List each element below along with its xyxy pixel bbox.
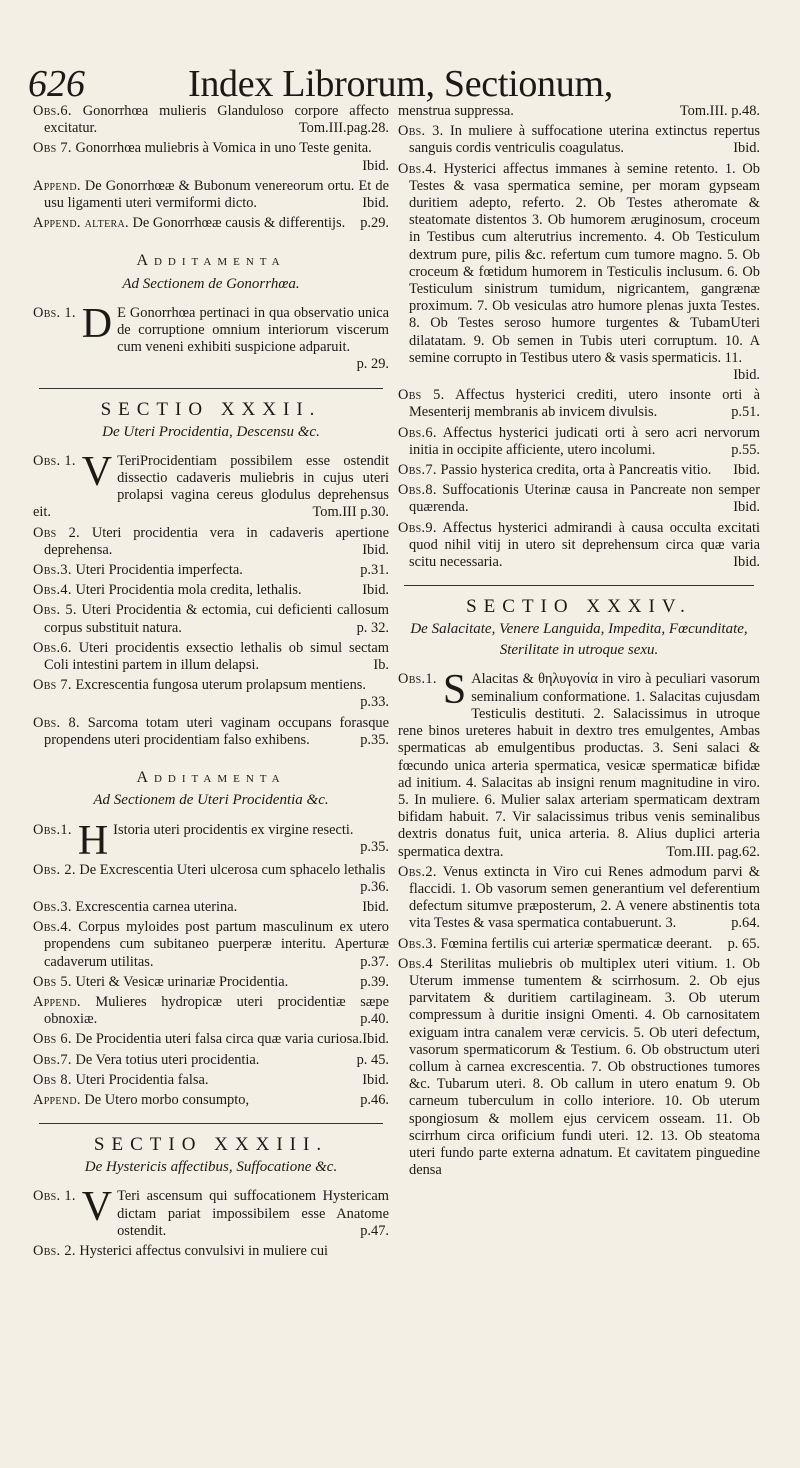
index-entry: Obs 2. Uteri procidentia vera in cadaveris apertione deprehensa. Ibid.	[33, 524, 389, 558]
index-entry: Obs. 8. Sarcoma totam uteri vaginam occupans forasque propendens uteri procidentiam falso exhibens. p.35.	[33, 714, 389, 748]
section-subheading: De Salacitate, Venere Languida, Impedita, Fœcunditate, Sterilitate in utroque sexu.	[410, 621, 748, 659]
section-divider	[404, 585, 754, 586]
index-entry: Obs. 1. V Teri ascensum qui suffocationem Hystericam dictam pariat impossibilem esse Anatome ostendit. p.47.	[33, 1184, 389, 1239]
index-entry: Obs.6. Uteri procidentis exsectio lethalis ob simul sectam Coli intestini partem in illum delapsi. Ib.	[33, 639, 389, 674]
index-entry: Obs. 5. Uteri Procidentia & ectomia, cui deficienti callosum corpus substituit natura. p. 32.	[33, 602, 389, 636]
drop-capital: D	[81, 300, 113, 347]
drop-capital: H	[77, 817, 109, 864]
index-entry: Obs. 2. De Excrescentia Uteri ulcerosa cum sphacelo lethalis p.36.	[33, 861, 389, 895]
section-subheading: De Hystericis affectibus, Suffocatione &c.	[84, 1159, 338, 1176]
additamenta-subheading: Ad Sectionem de Uteri Procidentia &c.	[93, 792, 329, 809]
section-heading: SECTIO XXXIV.	[466, 596, 692, 618]
index-entry: Obs 6. De Procidentia uteri falsa circa quæ varia curiosa. Ibid.	[33, 1031, 389, 1048]
additamenta-heading: Additamenta	[136, 769, 286, 787]
drop-capital: V	[81, 1184, 113, 1231]
additamenta-heading: Additamenta	[136, 252, 286, 270]
index-entry: Obs.4. Hysterici affectus immanes à semine retento. 1. Ob Testes & vasa spermatica semine, per moram gypseam duritiem adepto, referto. 2. Ob Testes atheromate & steatomate distentos 3. Ob humorem æruginosum, croceum in Testibus cum alterutrius incremento. 4. Ob Testiculum dextrum pure, pilis &c. refertum cum tumore magno. 5. Ob croceum & fœtidum humorem in Testiculis inclusum. 6. Ob Testiculum sinistrum tumidum, nigricantem, gangrænæ proximum. 7. Ob vesiculas atro humore plenas juxta Testes. 8. Ob Testes seroso humore turgentes & TubamUteri dilatatam. 9. Ob semen in Tubis uteri corruptum. 10. A semine corrupto in Testibus utero & vasis spermaticis. 11. Ibid.	[398, 160, 760, 384]
index-entry: Obs.2. Venus extincta in Viro cui Renes admodum parvi & flaccidi. 1. Ob vasorum semen generantium vel deferentium defectum situmve præposterum, 2. A venere abstinentis tota vita Testes & vasa spermatica contabuerunt. 3. p.64.	[398, 863, 760, 932]
index-entry: Obs. 1. V TeriProcidentiam possibilem esse ostendit dissectio cadaveris muliebris in cujus uteri prolapsi vagina cereus glodulus deprehensus eit. Tom.III p.30.	[33, 448, 389, 521]
section-divider	[39, 1123, 383, 1124]
index-entry: Obs.7. De Vera totius uteri procidentia. p. 45.	[33, 1051, 389, 1068]
index-entry: Obs.6. Gonorrhœa mulieris Glanduloso corpore affecto excitatur. Tom.III.pag.28.	[33, 103, 389, 137]
running-title: Index Librorum, Sectionum,	[188, 63, 613, 105]
index-entry: Obs.3. Fœmina fertilis cui arteriæ spermaticæ deerant. p. 65.	[398, 935, 760, 952]
index-entry: Obs. 3. In muliere à suffocatione uterina extinctus repertus sanguis cordis ventriculis coagulatus. Ibid.	[398, 123, 760, 157]
index-entry: Obs. 2. Hysterici affectus convulsivi in muliere cui	[33, 1242, 329, 1259]
section-divider	[39, 388, 383, 389]
index-entry: Obs.8. Suffocationis Uterinæ causa in Pancreate non semper quærenda. Ibid.	[398, 482, 760, 516]
index-entry: Obs 8. Uteri Procidentia falsa. Ibid.	[33, 1071, 389, 1088]
index-entry: Obs.6. Affectus hysterici judicati orti à sero acri nervorum initia in occipite afficiente, utero incolumi. p.55.	[398, 424, 760, 458]
section-subheading: De Uteri Procidentia, Descensu &c.	[102, 423, 320, 440]
index-entry: Obs 5. Uteri & Vesicæ urinariæ Procidentia. p.39.	[33, 973, 389, 990]
page-number: 626	[28, 63, 85, 105]
index-entry: Obs.4. Uteri Procidentia mola credita, lethalis. Ibid.	[33, 582, 389, 599]
index-entry: Obs.4. Corpus myloides post partum masculinum ex utero propendens cum subitaneo puerperæ interitu. Aperturæ cadaverum utilitas. p.37.	[33, 919, 389, 970]
index-entry: Obs.1. S Alacitas & θηλυγονία in viro à peculiari vasorum seminalium conformatione. 1. Salacitas cujusdam Testiculis destituti. 2. Salacissimus in utroque rene binos ureteres habuit in dextro tres emulgentes, Ambas spermaticas ab emulgentibus productas. 3. Seni salaci & fœcundo unica arteria spermatica, vesicæ spermaticæ bifidæ ad initium. 4. Salacitas ab insigni renum magnitudine in viro. 5. In muliere. 6. Mulier salax arteriam spermaticam dextram bifidam habuit. 7. Vir salacissimus tribus venis seminalibus dextris donatus fuit, unica arteria. 8. Alius duplici arteria spermatica dextra. Tom.III. pag.62.	[398, 667, 760, 860]
section-heading: SECTIO XXXIII.	[93, 1134, 329, 1156]
index-entry: Obs. 1. D E Gonorrhœa pertinaci in qua observatio unica de corruptione omnium interiorum viscerum cum veneni exhibiti suspicione adparuit. p. 29.	[33, 300, 389, 373]
index-entry: Append. De Gonorrhœæ & Bubonum venereorum ortu. Et de usu ligamenti uteri vermiformi dicto. Ibid.	[33, 177, 389, 212]
index-entry: Append. altera. De Gonorrhœæ causis & differentijs. p.29.	[33, 215, 389, 232]
left-column	[33, 103, 389, 1263]
index-entry: Append. Mulieres hydropicæ uteri procidentiæ sæpe obnoxiæ. p.40.	[33, 993, 389, 1028]
index-entry: Obs.4 Sterilitas muliebris ob multiplex uteri vitium. 1. Ob Uterum immense tumentem & scirrhosum. 2. Ob ejus parvitatem & duritiem cartilagineam. 3. Ob uterum compressum à duritie insigni Omenti. 4. Ob carnositatem exiguam intra canalem veræ cervicis. 5. Ob uteri defectum, vasorum spermaticorum & Testium. 6. Ob obstructum uteri collum à carnea excrescentia. 7. Ob obstructiones tumores &c. Tubarum uteri. 8. Ob callum in utero enatum 9. Ob carneum tuberculum in collo interiore. 10. Ob uterum spongiosum & mollem ejus cervicem osseam. 11. Ob scirrhum circa orificium fundi uteri. 12. 13. Ob steatoma uteri fundo parte externa adnatum. Et cavitatem pinguedine densa	[398, 955, 760, 1179]
index-entry: Obs.3. Excrescentia carnea uterina. Ibid.	[33, 898, 389, 915]
additamenta-subheading: Ad Sectionem de Gonorrhœa.	[122, 275, 300, 292]
drop-capital: V	[81, 448, 113, 495]
index-entry: Obs 7. Excrescentia fungosa uterum prolapsum mentiens. p.33.	[33, 677, 389, 711]
index-entry: Obs.9. Affectus hysterici admirandi à causa occulta excitati quod nihil vitij in utero sit deprehensum circa quæ varia scitu necessaria. Ibid.	[398, 519, 760, 571]
index-entry: Obs.3. Uteri Procidentia imperfecta. p.31.	[33, 562, 389, 579]
index-entry: Append. De Utero morbo consumpto, p.46.	[33, 1091, 389, 1108]
section-heading: SECTIO XXXII.	[100, 398, 322, 420]
index-entry: Obs.7. Passio hysterica credita, orta à Pancreatis vitio. Ibid.	[398, 462, 760, 479]
right-column	[398, 103, 760, 1182]
index-entry: menstrua suppressa. Tom.III. p.48.	[398, 103, 760, 119]
index-entry: Obs.1. H Istoria uteri procidentis ex virgine resecti. p.35.	[33, 817, 389, 864]
page-header	[0, 62, 800, 106]
index-entry: Obs 7. Gonorrhœa muliebris à Vomica in uno Teste genita. Ibid.	[33, 140, 389, 174]
drop-capital: S	[442, 667, 467, 714]
index-entry: Obs 5. Affectus hysterici crediti, utero insonte orti à Mesenterij membranis ab invicem divulsis. p.51.	[398, 387, 760, 421]
